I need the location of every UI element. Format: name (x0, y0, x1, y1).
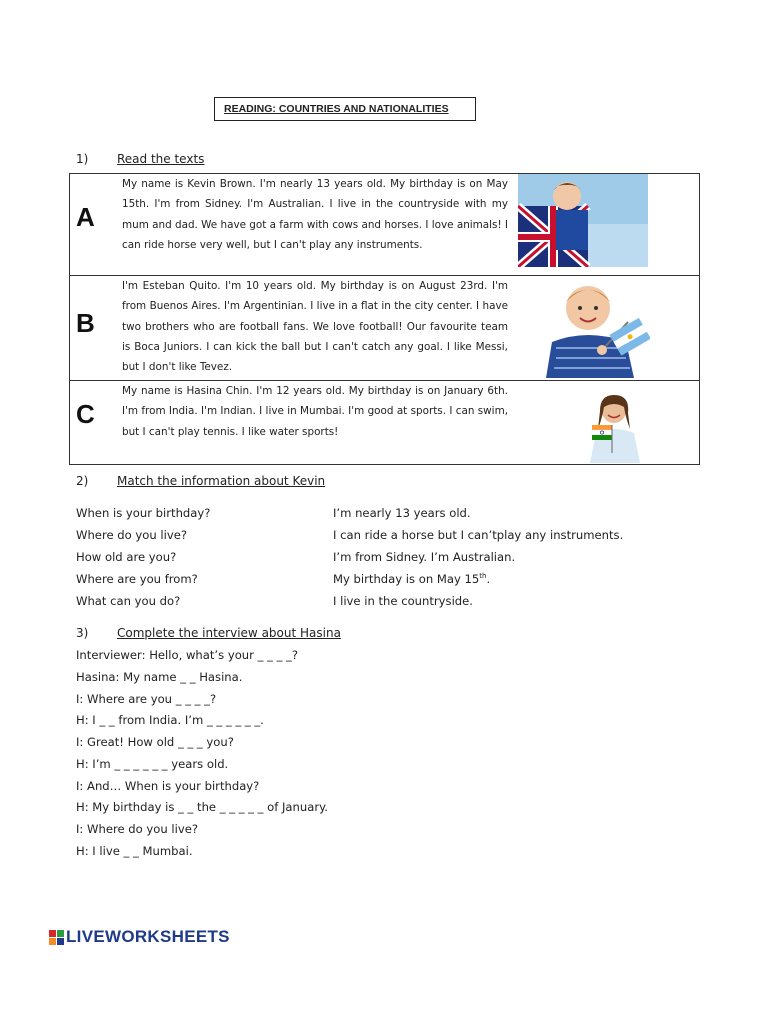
text-letter-a: A (76, 202, 95, 232)
interview-line-8: H: My birthday is _ _ the _ _ _ _ _ of January. (76, 800, 328, 814)
interview-line-6: H: I’m _ _ _ _ _ _ years old. (76, 757, 229, 771)
answer-live: I live in the countryside. (333, 594, 473, 608)
interview-line-5: I: Great! How old _ _ _ you? (76, 735, 234, 749)
section1-number: 1) (76, 152, 89, 166)
liveworksheets-logo-icon (49, 930, 64, 945)
answer-birthday (333, 572, 490, 586)
interview-line-7: I: And… When is your birthday? (76, 779, 260, 793)
interview-line-10: H: I live _ _ Mumbai. (76, 844, 193, 858)
section2-title: Match the information about Kevin (117, 474, 326, 488)
text-row-a (70, 174, 700, 276)
liveworksheets-logo-text: LIVEWORKSHEETS (66, 927, 230, 946)
reading-texts-table (69, 173, 700, 465)
text-letter-b: B (76, 308, 95, 338)
interview-line-1: Interviewer: Hello, what’s your _ _ _ _? (76, 648, 298, 662)
liveworksheets-logo[interactable] (49, 927, 230, 947)
worksheet-title: READING: COUNTRIES AND NATIONALITIES (214, 97, 476, 121)
text-c-paragraph: My name is Hasina Chin. I'm 12 years old. My birthday is on January 6th. I'm from India. I'm Indian. I live in Mumbai. I'm good at sports. I can swim, but I can't play tennis. I like water sports! (122, 385, 508, 438)
answer-from: I’m from Sidney. I’m Australian. (333, 550, 516, 564)
photo-boy-australian-flag (518, 174, 648, 267)
interview-line-4: H: I _ _ from India. I’m _ _ _ _ _ _. (76, 713, 264, 727)
interview-line-9: I: Where do you live? (76, 822, 199, 836)
photo-girl-indian-flag (582, 389, 650, 463)
section2-number: 2) (76, 474, 89, 488)
answer-birthday-sup: th (479, 572, 487, 581)
question-age: How old are you? (76, 550, 177, 564)
section3-number: 3) (76, 626, 89, 640)
question-from: Where are you from? (76, 572, 198, 586)
text-b-paragraph: I'm Esteban Quito. I'm 10 years old. My birthday is on August 23rd. I'm from Buenos Aires. I'm Argentinian. I live in a flat in the city center. I have two brothers who are football fans. We love football! Our favourite team is Boca Juniors. I can kick the ball but I can't catch any goal. I like Messi, but I don't like Tevez. (122, 280, 508, 374)
text-row-c (70, 381, 700, 465)
question-live: Where do you live? (76, 528, 187, 542)
question-birthday: When is your birthday? (76, 506, 211, 520)
text-row-b (70, 276, 700, 381)
section3-title: Complete the interview about Hasina (117, 626, 341, 640)
interview-line-2: Hasina: My name _ _ Hasina. (76, 670, 243, 684)
answer-age: I’m nearly 13 years old. (333, 506, 471, 520)
section1-title: Read the texts (117, 152, 205, 166)
text-letter-c: C (76, 399, 95, 429)
answer-abilities: I can ride a horse but I can’tplay any instruments. (333, 528, 624, 542)
answer-birthday-text: My birthday is on May 15 (333, 572, 480, 586)
answer-birthday-end: . (486, 572, 491, 586)
text-a-paragraph: My name is Kevin Brown. I'm nearly 13 years old. My birthday is on May 15th. I'm from Sidney. I'm Australian. I live in the countryside with my mum and dad. We have got a farm with cows and horses. I love animals! I can ride horse very well, but I can't play any instruments. (122, 178, 508, 251)
question-can-do: What can you do? (76, 594, 181, 608)
photo-boy-argentinian-flag (542, 278, 650, 378)
interview-line-3: I: Where are you _ _ _ _? (76, 692, 217, 706)
